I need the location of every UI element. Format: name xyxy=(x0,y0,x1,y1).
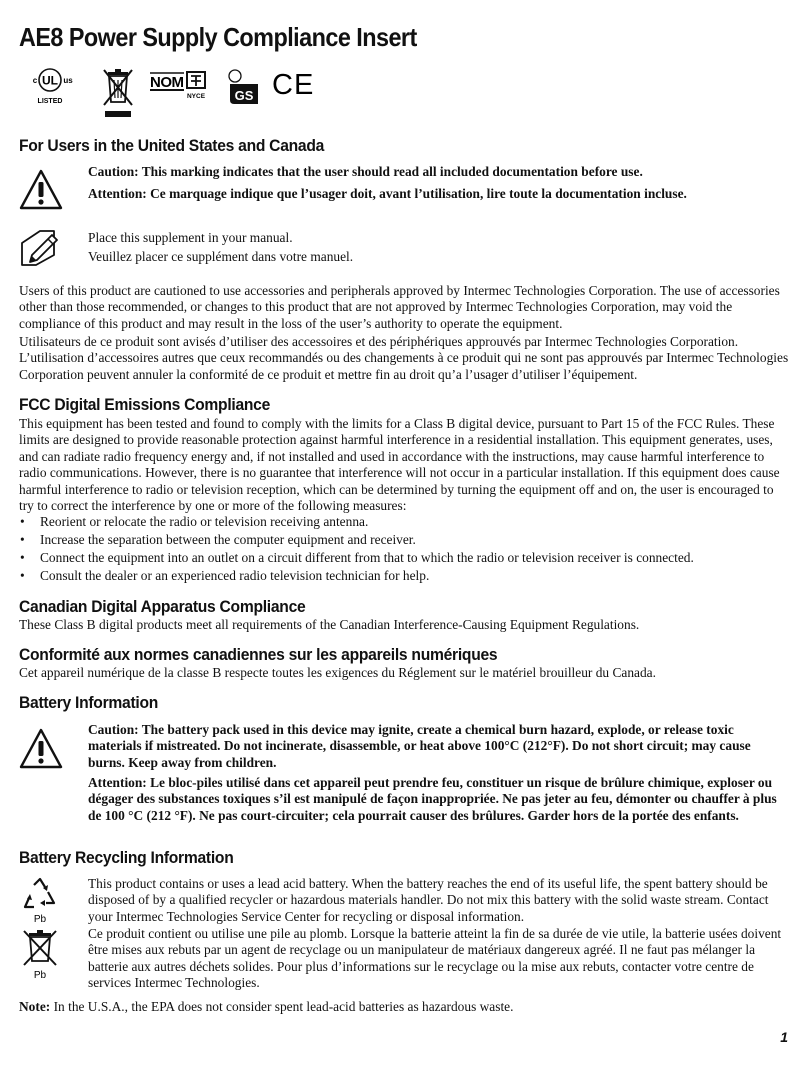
list-item xyxy=(19,513,791,531)
bullet: • xyxy=(20,568,25,583)
place-supplement-fr: Veuillez placer ce supplément dans votre manuel. xyxy=(88,249,354,264)
ul-listed-logo xyxy=(20,66,80,108)
page-number: 1 xyxy=(780,1029,788,1045)
ul-c-text: c xyxy=(32,76,38,85)
note-pencil-icon xyxy=(18,225,62,267)
canadian-heading: Canadian Digital Apparatus Compliance xyxy=(19,597,306,616)
ce-mark-logo xyxy=(272,69,316,101)
recycle-pb-icon xyxy=(20,876,60,926)
bullet: • xyxy=(20,532,25,547)
us-canada-heading: For Users in the United States and Canada xyxy=(19,136,325,155)
battery-caution-fr: Attention: Le bloc-piles utilisé dans cet appareil peut prendre feu, constituer un risque de brûlure chimique, exploser ou dégager des substances toxiques s’il est manipulé de façon inappropriée. Ne pas jeter au feu, démonter ou chauffer à plus de 100 °C (212 °F). Ne pas court-circuiter; cela pourrait causer des brûlures. Garder hors de la portée des enfants. xyxy=(88,775,777,823)
gs-safety-logo xyxy=(226,68,262,106)
nyce-text: NYCE xyxy=(186,93,206,100)
crossed-bin-pb-icon xyxy=(20,928,60,980)
note-text: In the U.S.A., the EPA does not consider spent lead-acid batteries as hazardous waste. xyxy=(53,999,514,1014)
epa-note xyxy=(19,999,791,1015)
users-caution-en: Users of this product are cautioned to use accessories and peripherals approved by Intermec Technologies Corporation. The use of accessories other than those recommended, or changes to this product that are not approved by Intermec Technologies Corporation, may void the compliance of this product and may result in the loss of the user’s authority to operate the equipment. xyxy=(19,283,780,331)
caution-warning-icon xyxy=(18,168,64,212)
users-caution-fr: Utilisateurs de ce produit sont avisés d’utiliser des accessoires et des périphériques approuvés par Intermec Technologies Corporation. L’utilisation d’accessoires autres que ceux recommandés ou des changements à ce produit qui ne sont pas approuvés par Intermec Technologies Corporation peuvent annuler la conformité de ce produit et mettre fin au droit qu’a l’usager d’utiliser l’équipement. xyxy=(19,334,789,382)
battery-warning-icon xyxy=(18,727,64,771)
list-item-text: Increase the separation between the computer equipment and receiver. xyxy=(40,532,416,547)
caution-marking-en: Caution: This marking indicates that the user should read all included documentation before use. xyxy=(88,164,643,179)
gs-text: GS xyxy=(234,88,254,103)
recycling-body-fr: Ce produit contient ou utilise une pile au plomb. Lorsque la batterie atteint la fin de sa durée de vie utile, la batterie usées doivent être mises aux rebuts par un agent de recyclage ou un manipulateur de matériaux dangereux agréé. Il ne faut pas mélanger la batterie aux autres déchets solides. Pour plus d’informations sur le recyclage ou la mise aux rebuts, contacter votre centre de services Intermec Technologies. xyxy=(88,926,782,991)
ul-us-text: us xyxy=(63,76,73,85)
nom-text: NOM xyxy=(150,74,184,91)
place-supplement-en: Place this supplement in your manual. xyxy=(88,230,293,245)
caution-marking-fr: Attention: Ce marquage indique que l’usager doit, avant l’utilisation, lire toute la documentation incluse. xyxy=(88,186,687,201)
battery-heading: Battery Information xyxy=(19,693,159,712)
pb-label: Pb xyxy=(33,970,47,980)
fcc-measures-list xyxy=(19,513,791,585)
recycling-body-en: This product contains or uses a lead acid battery. When the battery reaches the end of its useful life, the spent battery should be disposed of by a qualified recycler or hazardous materials handler. Do not mix this battery with the solid waste stream. Contact your Intermec Technologies Service Center for recycling or disposal information. xyxy=(88,876,769,924)
fcc-body: This equipment has been tested and found to comply with the limits for a Class B digital device, pursuant to Part 15 of the FCC Rules. These limits are designed to provide reasonable protection against harmful interference in a residential installation. This equipment generates, uses, and can radiate radio frequency energy and, if not installed and used in accordance with the instructions, may cause harmful interference to radio communications. However, there is no guarantee that interference will not occur in a particular installation. If this equipment does cause harmful interference to radio or television reception, which can be determined by turning the equipment off and on, the user is encouraged to try to correct the interference by one or more of the following measures: xyxy=(19,416,780,514)
conformite-heading: Conformité aux normes canadiennes sur les appareils numériques xyxy=(19,645,498,664)
list-item-text: Consult the dealer or an experienced radio television technician for help. xyxy=(40,568,430,583)
recycling-heading: Battery Recycling Information xyxy=(19,848,234,867)
nom-nyce-logo xyxy=(149,70,211,100)
weee-crossed-bin-icon xyxy=(102,67,134,119)
list-item-text: Reorient or relocate the radio or television receiving antenna. xyxy=(40,514,369,529)
battery-caution-en: Caution: The battery pack used in this device may ignite, create a chemical burn hazard, explode, or release toxic materials if mistreated. Do not incinerate, disassemble, or heat above 100°C (212°F). Do not short circuit; may cause burns. Keep away from children. xyxy=(88,722,751,770)
ul-mark-text: UL xyxy=(42,73,58,88)
list-item xyxy=(19,567,791,585)
certification-logos xyxy=(20,66,340,118)
note-label: Note: xyxy=(19,999,51,1014)
conformite-body: Cet appareil numérique de la classe B respecte toutes les exigences du Réglement sur le matériel brouilleur du Canada. xyxy=(19,665,656,680)
pb-label: Pb xyxy=(33,914,47,925)
bullet: • xyxy=(20,550,25,565)
bullet: • xyxy=(20,514,25,529)
ce-text: CE xyxy=(272,69,315,101)
ul-listed-text: LISTED xyxy=(37,98,63,105)
page-title: AE8 Power Supply Compliance Insert xyxy=(19,22,417,52)
list-item-text: Connect the equipment into an outlet on a circuit different from that to which the radio or television receiver is connected. xyxy=(40,550,694,565)
canadian-body: These Class B digital products meet all requirements of the Canadian Interference-Causing Equipment Regulations. xyxy=(19,617,640,632)
list-item xyxy=(19,549,791,567)
list-item xyxy=(19,531,791,549)
fcc-heading: FCC Digital Emissions Compliance xyxy=(19,395,271,414)
